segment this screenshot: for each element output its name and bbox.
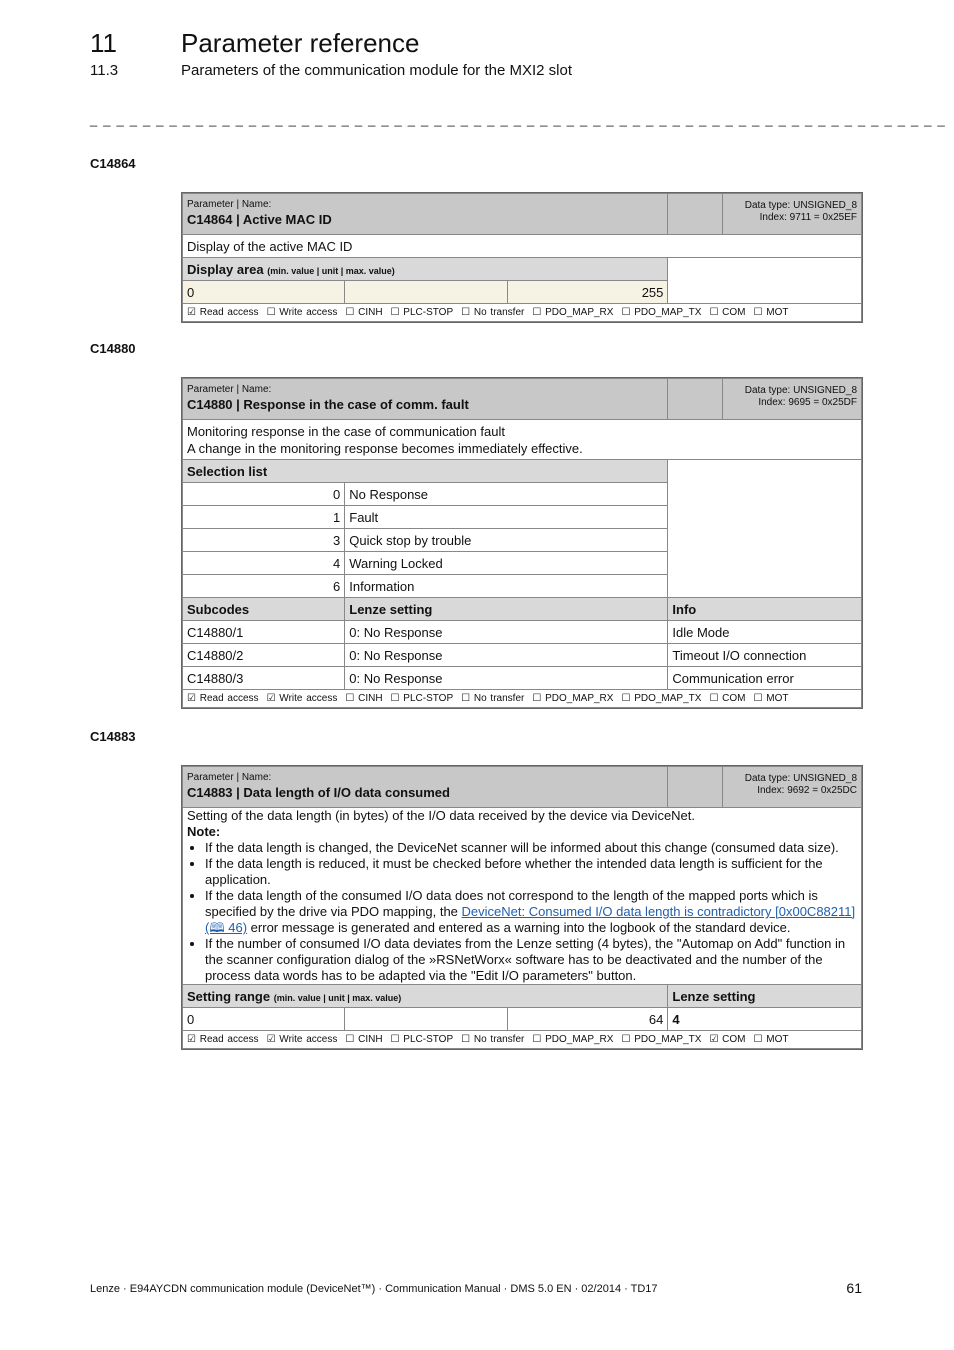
range-unit <box>345 1008 507 1031</box>
flag-pdo-map-tx: ☐ PDO_MAP_TX <box>621 1034 702 1045</box>
selection-text: Quick stop by trouble <box>345 529 668 552</box>
chapter-number: 11 <box>90 28 117 58</box>
section-title: Parameters of the communication module for the MXI2 slot <box>181 62 573 79</box>
param-heading-c14864: C14864 <box>90 156 136 171</box>
footer-text: Lenze · E94AYCDN communication module (DeviceNet™) · Communication Manual · DMS 5.0 EN · 02/2014 · TD17 <box>90 1283 658 1295</box>
subcode: C14880/2 <box>183 644 345 667</box>
param-datatype-cell <box>668 767 862 808</box>
range-header <box>183 258 668 281</box>
selection-value: 4 <box>183 552 345 575</box>
description-text: Setting of the data length (in bytes) of the I/O data received by the device via DeviceNet. <box>187 808 696 823</box>
section-number: 11.3 <box>90 62 119 79</box>
selection-text: Information <box>345 575 668 598</box>
flag-write-access: ☑ Write access <box>266 1034 338 1045</box>
note-item: • If the data length is changed, the DeviceNet scanner will be informed about this change (consumed data size). <box>205 840 857 856</box>
subcode-setting: 0: No Response <box>345 667 668 690</box>
flag-read-access: ☑ Read access <box>187 307 259 318</box>
param-header-label: Parameter | Name: <box>187 199 272 210</box>
note-label: Note: <box>187 824 221 839</box>
subcode: C14880/1 <box>183 621 345 644</box>
description-line-1: Monitoring response in the case of communication fault <box>187 423 505 439</box>
range-label: Display area <box>187 261 264 277</box>
note-list <box>187 840 857 984</box>
param-table-c14883 <box>181 765 863 1050</box>
param-description <box>183 420 862 460</box>
empty-cell <box>668 460 862 598</box>
param-name: C14880 | Response in the case of comm. fault <box>187 397 469 412</box>
page-reference-link[interactable]: (🕮 46) <box>205 920 248 935</box>
flag-read-access: ☑ Read access <box>187 693 259 704</box>
flag-mot: ☐ MOT <box>753 693 789 704</box>
note-item: • If the number of consumed I/O data deviates from the Lenze setting (4 bytes), the "Automap on Add" function in the scanner configuration dialog of the »RSNetWorx« software has to be deactivated and the number of the process data words has to be adapted via the "Edit I/O parameters" button. <box>205 936 857 984</box>
param-name: C14883 | Data length of I/O data consumed <box>187 785 450 800</box>
flag-plc-stop: ☐ PLC-STOP <box>390 693 454 704</box>
lenze-setting-header: Lenze setting <box>345 598 668 621</box>
note-text: If the data length of the consumed I/O data does not correspond to the length of the mapped ports which is specified by the drive via PDO mapping, the <box>205 888 818 919</box>
flag-mot: ☐ MOT <box>753 1034 789 1045</box>
range-min: 0 <box>183 281 345 304</box>
selection-value: 1 <box>183 506 345 529</box>
note-item <box>205 888 857 936</box>
chapter-title: Parameter reference <box>181 28 420 58</box>
empty-cell <box>668 258 862 304</box>
selection-text: Warning Locked <box>345 552 668 575</box>
selection-value: 3 <box>183 529 345 552</box>
access-flags <box>183 690 862 708</box>
subcode-setting: 0: No Response <box>345 621 668 644</box>
description-line-2: A change in the monitoring response becomes immediately effective. <box>187 440 583 456</box>
range-label: Setting range <box>187 988 271 1004</box>
selection-list-header: Selection list <box>183 460 668 483</box>
range-max: 64 <box>507 1008 668 1031</box>
param-description <box>183 808 862 985</box>
flag-plc-stop: ☐ PLC-STOP <box>390 1034 454 1045</box>
param-table-c14864 <box>181 192 863 323</box>
subcodes-header: Subcodes <box>183 598 345 621</box>
flag-com: ☐ COM <box>709 307 746 318</box>
header-separator: _ _ _ _ _ _ _ _ _ _ _ _ _ _ _ _ _ _ _ _ _ _ _ _ _ _ _ _ _ _ _ _ _ _ _ _ _ _ _ _ _ _ _ _ _ _ _ _ _ _ _ _ _ _ _ _ _ _ _ _ _ _ _ _ _ <box>90 112 946 127</box>
flag-no-transfer: ☐ No transfer <box>461 1034 525 1045</box>
flag-cinh: ☐ CINH <box>345 307 383 318</box>
access-flags <box>183 1031 862 1049</box>
flag-cinh: ☐ CINH <box>345 693 383 704</box>
flag-write-access: ☑ Write access <box>266 693 338 704</box>
range-sub-label: (min. value | unit | max. value) <box>273 992 402 1003</box>
flag-cinh: ☐ CINH <box>345 1034 383 1045</box>
flag-pdo-map-rx: ☐ PDO_MAP_RX <box>532 307 614 318</box>
flag-pdo-map-rx: ☐ PDO_MAP_RX <box>532 1034 614 1045</box>
subcode-info: Idle Mode <box>668 621 862 644</box>
param-index: Index: 9692 = 0x25DC <box>757 785 857 796</box>
flag-no-transfer: ☐ No transfer <box>461 693 525 704</box>
note-item: • If the data length is reduced, it must be checked before whether the intended data length is sufficient for the application. <box>205 856 857 888</box>
param-heading-c14883: C14883 <box>90 729 136 744</box>
subcode-setting: 0: No Response <box>345 644 668 667</box>
selection-text: Fault <box>345 506 668 529</box>
param-table-c14880 <box>181 377 863 709</box>
subcode-info: Communication error <box>668 667 862 690</box>
range-sub-label: (min. value | unit | max. value) <box>267 265 395 276</box>
range-header <box>183 985 668 1008</box>
lenze-setting-header: Lenze setting <box>668 985 862 1008</box>
access-flags <box>183 304 862 322</box>
param-header <box>183 379 668 420</box>
info-header: Info <box>668 598 862 621</box>
subcode-info: Timeout I/O connection <box>668 644 862 667</box>
flag-com: ☐ COM <box>709 693 746 704</box>
flag-pdo-map-tx: ☐ PDO_MAP_TX <box>621 693 702 704</box>
page-number: 61 <box>846 1280 862 1296</box>
param-header-label: Parameter | Name: <box>187 772 272 783</box>
flag-pdo-map-tx: ☐ PDO_MAP_TX <box>621 307 702 318</box>
range-max: 255 <box>507 281 668 304</box>
selection-text: No Response <box>345 483 668 506</box>
param-description: Display of the active MAC ID <box>183 235 862 258</box>
flag-pdo-map-rx: ☐ PDO_MAP_RX <box>532 693 614 704</box>
flag-plc-stop: ☐ PLC-STOP <box>390 307 454 318</box>
param-header-label: Parameter | Name: <box>187 384 272 395</box>
note-text: error message is generated and entered as a warning into the logbook of the standard device. <box>247 920 791 935</box>
param-index: Index: 9711 = 0x25EF <box>759 212 857 223</box>
flag-write-access: ☐ Write access <box>266 307 338 318</box>
param-heading-c14880: C14880 <box>90 341 136 356</box>
param-datatype-cell <box>668 379 862 420</box>
range-unit <box>345 281 507 304</box>
error-message-link[interactable]: DeviceNet: Consumed I/O data length is contradictory [0x00C88211] <box>461 904 856 919</box>
param-index: Index: 9695 = 0x25DF <box>758 397 857 408</box>
flag-read-access: ☑ Read access <box>187 1034 259 1045</box>
param-header <box>183 767 668 808</box>
lenze-setting-value: 4 <box>668 1008 862 1031</box>
flag-no-transfer: ☐ No transfer <box>461 307 525 318</box>
selection-value: 6 <box>183 575 345 598</box>
data-type: Data type: UNSIGNED_8 <box>744 385 857 396</box>
data-type: Data type: UNSIGNED_8 <box>744 773 857 784</box>
param-datatype-cell <box>668 194 862 235</box>
data-type: Data type: UNSIGNED_8 <box>744 200 857 211</box>
selection-value: 0 <box>183 483 345 506</box>
param-name: C14864 | Active MAC ID <box>187 212 332 227</box>
subcode: C14880/3 <box>183 667 345 690</box>
range-min: 0 <box>183 1008 345 1031</box>
flag-com: ☑ COM <box>709 1034 746 1045</box>
flag-mot: ☐ MOT <box>753 307 789 318</box>
param-header <box>183 194 668 235</box>
